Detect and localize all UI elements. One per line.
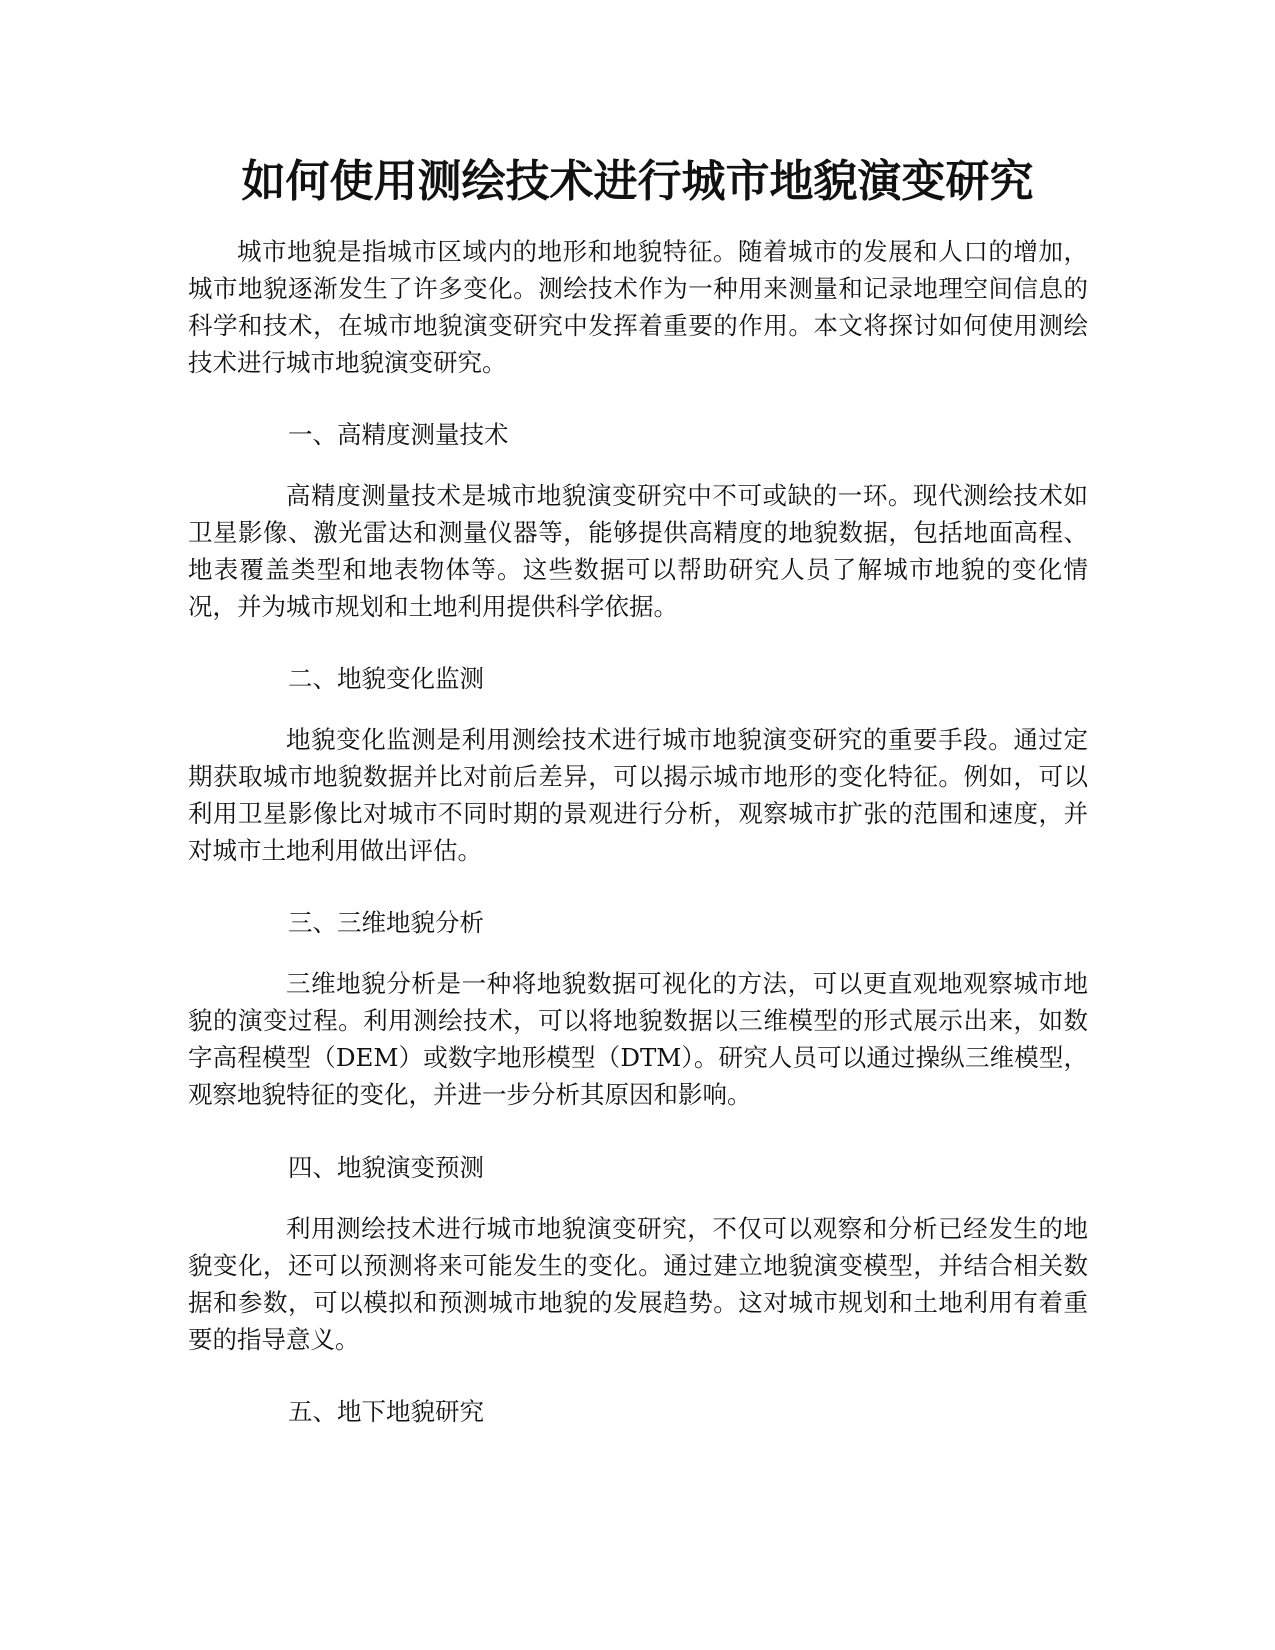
intro-paragraph: 城市地貌是指城市区域内的地形和地貌特征。随着城市的发展和人口的增加，城市地貌逐渐发生了许多变化。测绘技术作为一种用来测量和记录地理空间信息的科学和技术，在城市地貌演变研究中发挥着重要的作用。本文将探讨如何使用测绘技术进行城市地貌演变研究。: [188, 237, 1088, 377]
section-body-2: 地貌变化监测是利用测绘技术进行城市地貌演变研究的重要手段。通过定期获取城市地貌数据并比对前后差异，可以揭示城市地形的变化特征。例如，可以利用卫星影像比对城市不同时期的景观进行分析，观察城市扩张的范围和速度，并对城市土地利用做出评估。: [188, 725, 1088, 865]
document-title: 如何使用测绘技术进行城市地貌演变研究: [241, 156, 1034, 207]
section-heading-4: 四、地貌演变预测: [288, 1153, 484, 1182]
section-heading-1: 一、高精度测量技术: [288, 420, 509, 449]
section-heading-2: 二、地貌变化监测: [288, 664, 484, 693]
section-heading-3: 三、三维地貌分析: [288, 908, 484, 937]
section-body-1: 高精度测量技术是城市地貌演变研究中不可或缺的一环。现代测绘技术如卫星影像、激光雷达和测量仪器等，能够提供高精度的地貌数据，包括地面高程、地表覆盖类型和地表物体等。这些数据可以帮助研究人员了解城市地貌的变化情况，并为城市规划和土地利用提供科学依据。: [188, 481, 1088, 621]
section-body-3: 三维地貌分析是一种将地貌数据可视化的方法，可以更直观地观察城市地貌的演变过程。利用测绘技术，可以将地貌数据以三维模型的形式展示出来，如数字高程模型（DEM）或数字地形模型（DTM）。研究人员可以通过操纵三维模型，观察地貌特征的变化，并进一步分析其原因和影响。: [188, 969, 1088, 1109]
section-heading-5: 五、地下地貌研究: [288, 1397, 484, 1426]
section-body-4: 利用测绘技术进行城市地貌演变研究，不仅可以观察和分析已经发生的地貌变化，还可以预测将来可能发生的变化。通过建立地貌演变模型，并结合相关数据和参数，可以模拟和预测城市地貌的发展趋势。这对城市规划和土地利用有着重要的指导意义。: [188, 1214, 1088, 1354]
